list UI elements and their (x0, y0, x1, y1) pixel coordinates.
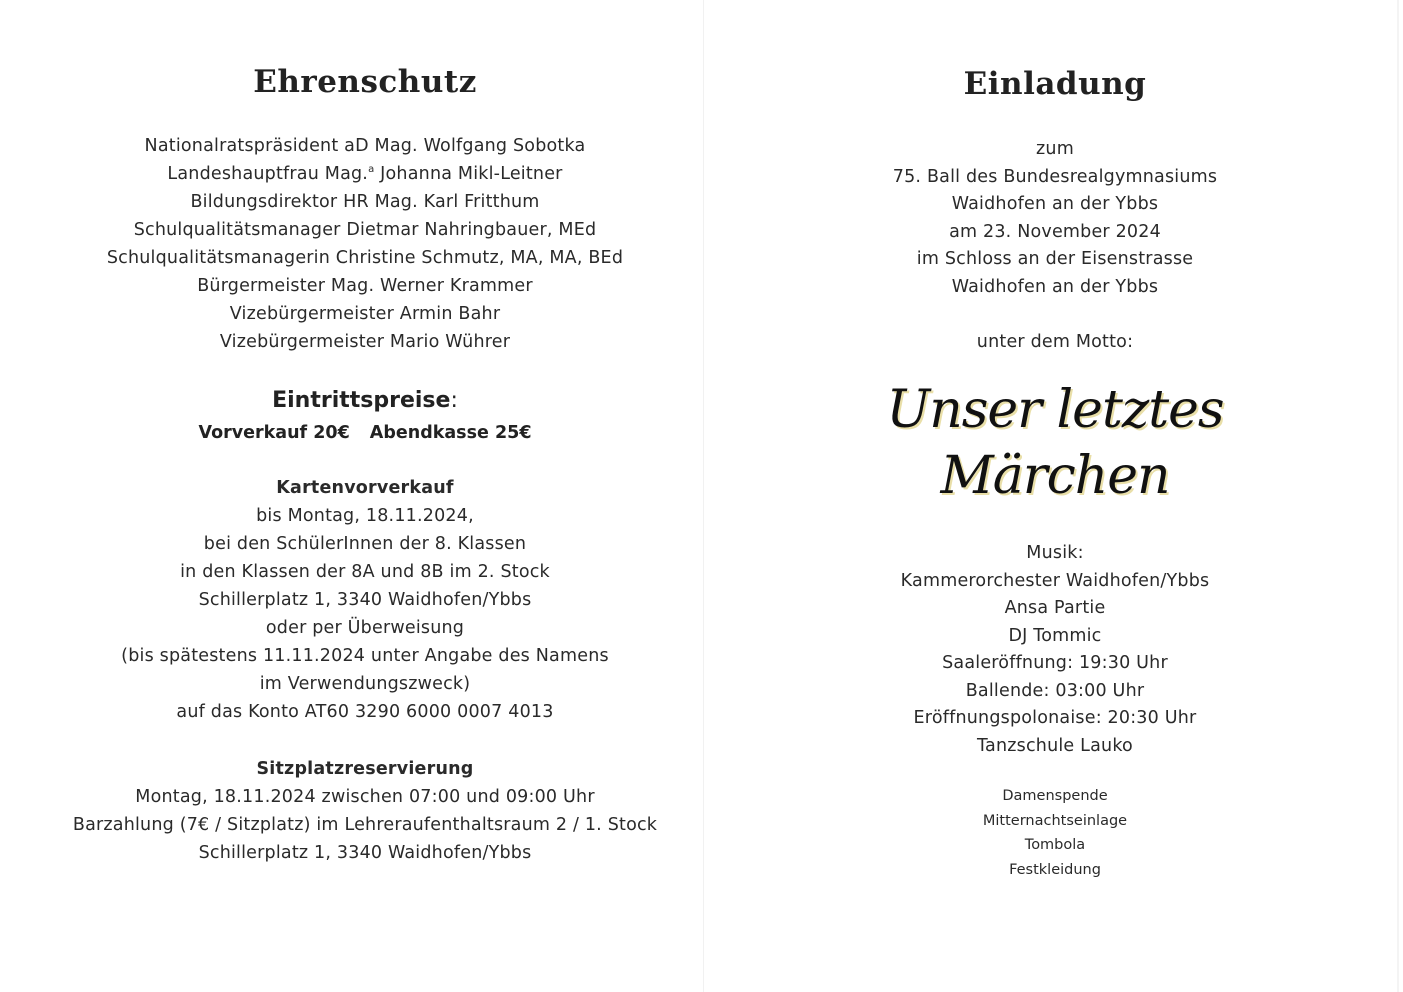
right-page (705, 0, 1403, 992)
price-list (0, 423, 730, 443)
invitation-line: zum (1036, 139, 1074, 159)
presale-line: bis Montag, 18.11.2024, (256, 506, 474, 526)
program-line: Ballende: 03:00 Uhr (965, 681, 1145, 701)
patron-line: Bildungsdirektor HR Mag. Karl Fritthum (190, 192, 540, 212)
seating-line: Montag, 18.11.2024 zwischen 07:00 und 09:00 Uhr (135, 787, 595, 807)
program-line: Saaleröffnung: 19:30 Uhr (942, 653, 1168, 673)
program-line: Eröffnungspolonaise: 20:30 Uhr (913, 708, 1197, 728)
einladung-heading: Einladung (963, 66, 1147, 102)
patron-name-part: Johanna Mikl-Leitner (374, 164, 563, 184)
seating-line: Barzahlung (7€ / Sitzplatz) im Lehreraufenthaltsraum 2 / 1. Stock (72, 815, 658, 835)
program-line: Tanzschule Lauko (977, 736, 1133, 756)
presale-line: in den Klassen der 8A und 8B im 2. Stock (180, 562, 550, 582)
boxoffice-price: Abendkasse 25€ (369, 423, 532, 443)
superscript-a: a (368, 164, 375, 176)
patron-line (0, 164, 730, 184)
patron-line: Bürgermeister Mag. Werner Krammer (197, 276, 533, 296)
bank-account-line: auf das Konto AT60 3290 6000 0007 4013 (176, 702, 554, 722)
invitation-line: Waidhofen an der Ybbs (951, 194, 1159, 214)
patron-line: Schulqualitätsmanagerin Christine Schmutz, MA, MA, BEd (106, 248, 624, 268)
invitation-line: Waidhofen an der Ybbs (951, 277, 1159, 297)
presale-heading: Kartenvorverkauf (276, 478, 454, 498)
seating-line: Schillerplatz 1, 3340 Waidhofen/Ybbs (198, 843, 532, 863)
extras-item: Festkleidung (1009, 862, 1101, 878)
program-line: DJ Tommic (1008, 626, 1102, 646)
patron-line: Vizebürgermeister Mario Wührer (219, 332, 511, 352)
invitation-line: am 23. November 2024 (949, 222, 1161, 242)
patron-line: Nationalratspräsident aD Mag. Wolfgang Sobotka (144, 136, 586, 156)
presale-line: im Verwendungszweck) (259, 674, 471, 694)
patron-line: Vizebürgermeister Armin Bahr (229, 304, 501, 324)
program-line: Kammerorchester Waidhofen/Ybbs (900, 571, 1210, 591)
presale-line: oder per Überweisung (265, 618, 465, 638)
motto-label: unter dem Motto: (976, 332, 1134, 352)
motto-line: Märchen (940, 446, 1170, 506)
program-line: Ansa Partie (1004, 598, 1106, 618)
presale-line: Schillerplatz 1, 3340 Waidhofen/Ybbs (198, 590, 532, 610)
ehrenschutz-heading: Ehrenschutz (253, 64, 477, 100)
extras-item: Tombola (1024, 837, 1086, 853)
prices-heading-colon: : (450, 388, 458, 413)
extras-item: Mitternachtseinlage (982, 813, 1128, 829)
motto-line: Unser letztes (886, 380, 1224, 440)
presale-price: Vorverkauf 20€ (198, 423, 350, 443)
patron-line: Schulqualitätsmanager Dietmar Nahringbauer, MEd (133, 220, 597, 240)
patron-name-part: Landeshauptfrau Mag. (167, 164, 369, 184)
invitation-line: 75. Ball des Bundesrealgymnasiums (892, 167, 1218, 187)
program-line: Musik: (1026, 543, 1084, 563)
prices-heading (0, 388, 730, 413)
prices-heading-text: Eintrittspreise (272, 388, 451, 413)
seating-heading: Sitzplatzreservierung (256, 759, 474, 779)
presale-line: bei den SchülerInnen der 8. Klassen (203, 534, 527, 554)
extras-item: Damenspende (1002, 788, 1108, 804)
presale-line: (bis spätestens 11.11.2024 unter Angabe des Namens (121, 646, 609, 666)
invitation-line: im Schloss an der Eisenstrasse (916, 249, 1194, 269)
